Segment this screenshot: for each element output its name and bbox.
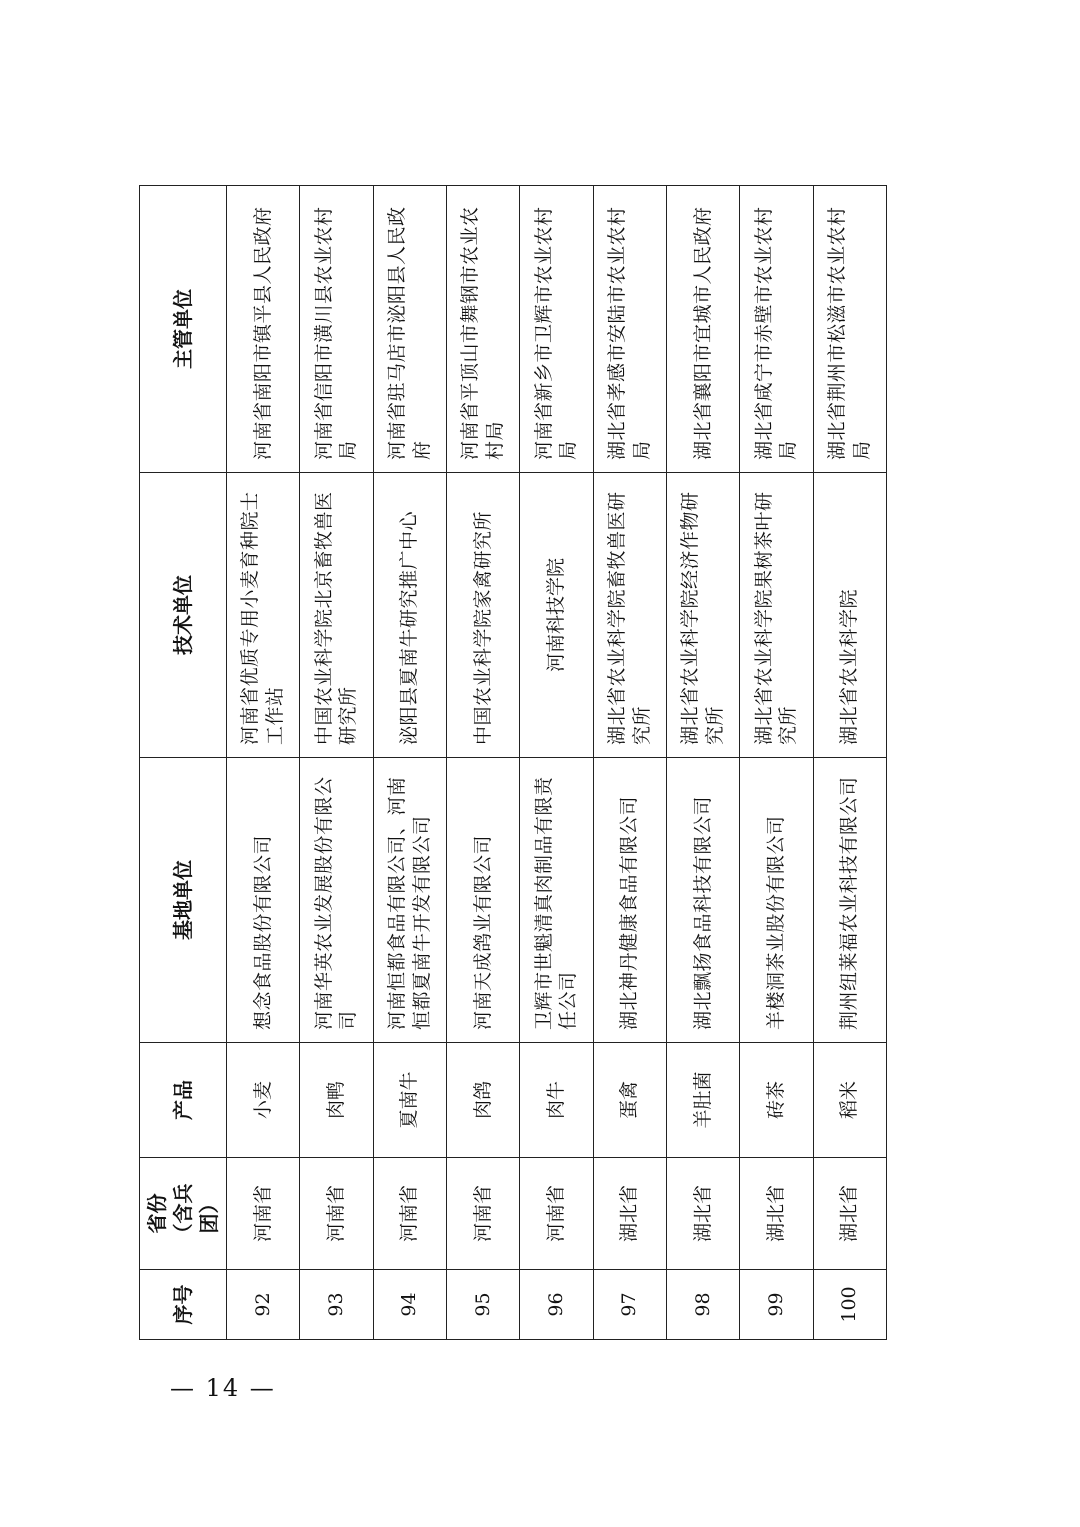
cell-province: 河南省 (300, 1158, 373, 1270)
cell-base: 卫辉市世魁清真肉制品有限责任公司 (520, 758, 593, 1043)
cell-tech: 泌阳县夏南牛研究推广中心 (373, 473, 446, 758)
cell-base: 荆州纽莱福农业科技有限公司 (813, 758, 886, 1043)
cell-no: 93 (300, 1270, 373, 1340)
cell-province: 河南省 (227, 1158, 300, 1270)
cell-tech: 中国农业科学院北京畜牧兽医研究所 (300, 473, 373, 758)
cell-authority: 河南省信阳市潢川县农业农村局 (300, 186, 373, 473)
cell-authority: 河南省平顶山市舞钢市农业农村局 (446, 186, 519, 473)
table-row (740, 186, 813, 1340)
cell-product: 夏南牛 (373, 1043, 446, 1158)
cell-tech: 湖北省农业科学院果树茶叶研究所 (740, 473, 813, 758)
cell-product: 肉鸭 (300, 1043, 373, 1158)
cell-tech: 湖北省农业科学院畜牧兽医研究所 (593, 473, 666, 758)
header-no: 序号 (140, 1270, 227, 1340)
cell-tech: 河南科技学院 (520, 473, 593, 758)
cell-no: 94 (373, 1270, 446, 1340)
cell-base: 河南恒都食品有限公司、河南恒都夏南牛开发有限公司 (373, 758, 446, 1043)
table-row (593, 186, 666, 1340)
cell-authority: 湖北省襄阳市宜城市人民政府 (666, 186, 739, 473)
cell-base: 湖北飘扬食品科技有限公司 (666, 758, 739, 1043)
cell-product: 蛋禽 (593, 1043, 666, 1158)
cell-product: 肉鸽 (446, 1043, 519, 1158)
cell-product: 羊肚菌 (666, 1043, 739, 1158)
cell-authority: 湖北省荆州市松滋市农业农村局 (813, 186, 886, 473)
table-row (227, 186, 300, 1340)
table-row (446, 186, 519, 1340)
cell-no: 96 (520, 1270, 593, 1340)
cell-product: 砖茶 (740, 1043, 813, 1158)
cell-no: 100 (813, 1270, 886, 1340)
cell-authority: 湖北省咸宁市赤壁市农业农村局 (740, 186, 813, 473)
base-list-table (139, 185, 887, 1340)
cell-tech: 河南省优质专用小麦育种院士工作站 (227, 473, 300, 758)
cell-product: 小麦 (227, 1043, 300, 1158)
cell-no: 98 (666, 1270, 739, 1340)
rotated-table-container (139, 186, 887, 1340)
header-province: 省份 （含兵团） (140, 1158, 227, 1270)
cell-province: 湖北省 (593, 1158, 666, 1270)
cell-base: 湖北神丹健康食品有限公司 (593, 758, 666, 1043)
cell-province: 河南省 (446, 1158, 519, 1270)
cell-base: 羊楼洞茶业股份有限公司 (740, 758, 813, 1043)
cell-province: 湖北省 (740, 1158, 813, 1270)
table-header-row (140, 186, 227, 1340)
cell-tech: 湖北省农业科学院 (813, 473, 886, 758)
table-row (813, 186, 886, 1340)
cell-province: 湖北省 (813, 1158, 886, 1270)
cell-base: 河南天成鸽业有限公司 (446, 758, 519, 1043)
page-number: — 14 — (170, 1374, 276, 1402)
cell-province: 河南省 (520, 1158, 593, 1270)
header-tech: 技术单位 (140, 473, 227, 758)
cell-base: 河南华英农业发展股份有限公司 (300, 758, 373, 1043)
cell-province: 河南省 (373, 1158, 446, 1270)
table-row (373, 186, 446, 1340)
cell-authority: 河南省南阳市镇平县人民政府 (227, 186, 300, 473)
header-base: 基地单位 (140, 758, 227, 1043)
cell-base: 想念食品股份有限公司 (227, 758, 300, 1043)
header-product: 产品 (140, 1043, 227, 1158)
table-row (666, 186, 739, 1340)
cell-authority: 河南省新乡市卫辉市农业农村局 (520, 186, 593, 473)
cell-no: 99 (740, 1270, 813, 1340)
cell-authority: 河南省驻马店市泌阳县人民政府 (373, 186, 446, 473)
cell-tech: 湖北省农业科学院经济作物研究所 (666, 473, 739, 758)
cell-no: 92 (227, 1270, 300, 1340)
cell-tech: 中国农业科学院家禽研究所 (446, 473, 519, 758)
cell-authority: 湖北省孝感市安陆市农业农村局 (593, 186, 666, 473)
cell-product: 稻米 (813, 1043, 886, 1158)
header-authority: 主管单位 (140, 186, 227, 473)
cell-province: 湖北省 (666, 1158, 739, 1270)
cell-no: 97 (593, 1270, 666, 1340)
cell-product: 肉牛 (520, 1043, 593, 1158)
table-row (300, 186, 373, 1340)
table-row (520, 186, 593, 1340)
cell-no: 95 (446, 1270, 519, 1340)
